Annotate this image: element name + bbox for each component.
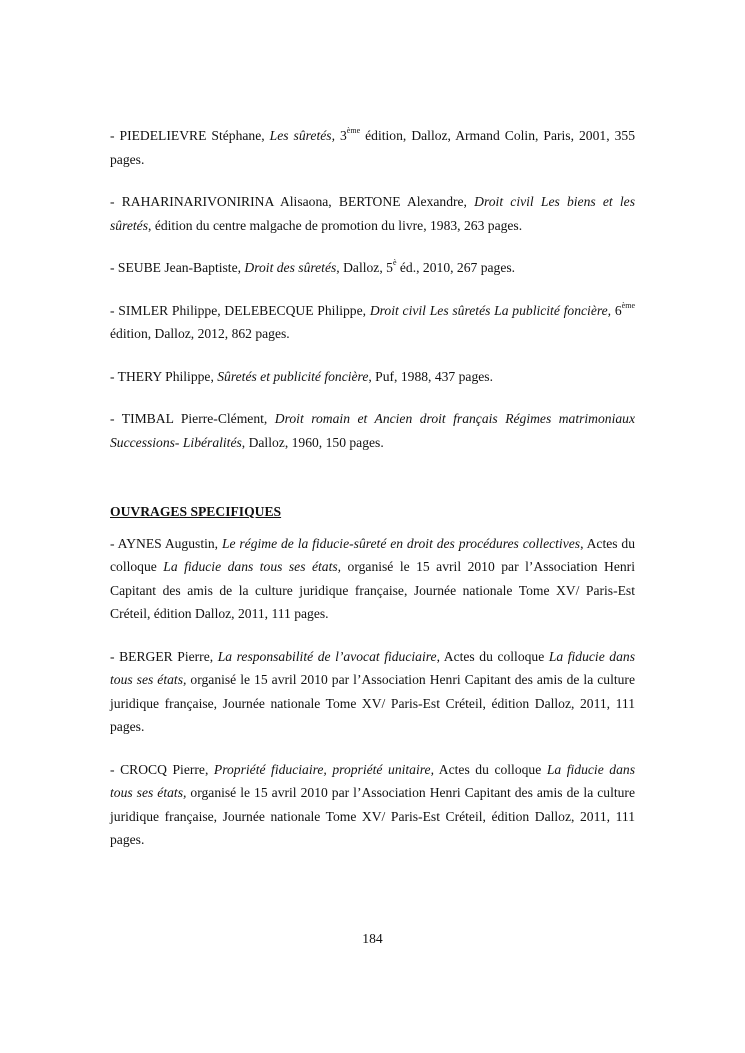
- bibliography-entry-raharinarivonirina: [110, 190, 635, 237]
- entry-edition: 6: [611, 302, 622, 318]
- bibliography-entry-aynes: [110, 532, 635, 626]
- entry-author: - THERY Philippe,: [110, 368, 218, 384]
- entry-colloquium-title: La fiducie dans tous ses états,: [163, 559, 342, 574]
- entry-title: Droit civil Les biens et les sûretés: [110, 194, 635, 233]
- entry-edition-suffix: ème: [621, 300, 635, 310]
- entry-publication-info: éd., 2010, 267 pages.: [396, 260, 516, 275]
- entry-title: Les sûretés,: [269, 128, 335, 143]
- bibliography-entry-simler: [110, 299, 635, 346]
- entry-colloquium-title: La fiducie dans tous ses états,: [110, 648, 635, 687]
- bibliography-page: [110, 124, 635, 852]
- bibliography-entry-seube: [110, 256, 635, 280]
- entry-publication-info: organisé le 15 avril 2010 par l’Association Henri Capitant des amis de la culture juridique française, Journée nationale Tome XV/ Paris-Est Créteil, édition Dalloz, 2011, 111 pages.: [110, 672, 635, 734]
- bibliography-entry-crocq: [110, 758, 635, 852]
- section-heading: OUVRAGES SPECIFIQUES: [110, 504, 282, 519]
- entry-author: - SEUBE Jean-Baptiste,: [110, 260, 245, 275]
- entry-author: - SIMLER Philippe, DELEBECQUE Philippe,: [110, 302, 370, 318]
- entry-edition: , Dalloz, 5: [336, 260, 393, 275]
- entry-publication-info: , Puf, 1988, 437 pages.: [368, 368, 493, 384]
- entry-title: Droit civil Les sûretés La publicité foncière,: [369, 302, 612, 318]
- entry-author: - PIEDELIEVRE Stéphane,: [110, 128, 270, 143]
- entry-publication-info: organisé le 15 avril 2010 par l’Association Henri Capitant des amis de la culture juridique française, Journée nationale Tome XV/ Paris-Est Créteil, édition Dalloz, 2011, 111 pages.: [110, 785, 635, 847]
- entry-edition-suffix: ème: [346, 126, 361, 136]
- entry-edition: 3: [334, 128, 347, 143]
- entry-title: Propriété fiduciaire, propriété unitaire,: [213, 761, 434, 777]
- entry-source-prefix: Actes du colloque: [433, 761, 547, 777]
- entry-publication-info: édition, Dalloz, 2012, 862 pages.: [110, 326, 290, 341]
- entry-publication-info: , Dalloz, 1960, 150 pages.: [241, 434, 384, 450]
- entry-title: Sûretés et publicité foncière: [217, 368, 369, 384]
- bibliography-entry-berger: [110, 645, 635, 739]
- bibliography-entry-thery: [110, 365, 635, 389]
- entry-title: La responsabilité de l’avocat fiduciaire: [217, 648, 437, 664]
- entry-author: - CROCQ Pierre,: [110, 761, 214, 777]
- entry-publication-info: , édition du centre malgache de promotion du livre, 1983, 263 pages.: [148, 217, 523, 233]
- page-number: 184: [362, 931, 383, 946]
- bibliography-entry-timbal: [110, 407, 635, 454]
- entry-source-prefix: , Actes du colloque: [436, 648, 549, 664]
- entry-colloquium-title: La fiducie dans tous ses états,: [110, 761, 635, 800]
- entry-author: - RAHARINARIVONIRINA Alisaona, BERTONE Alexandre,: [110, 194, 475, 209]
- entry-title: Le régime de la fiducie-sûreté en droit des procédures collectives: [221, 535, 581, 551]
- entry-publication-info: édition, Dalloz, Armand Colin, Paris, 2001, 355 pages.: [110, 128, 636, 167]
- entry-title: Droit des sûretés: [244, 260, 337, 275]
- entry-author: - TIMBAL Pierre-Clément,: [110, 411, 275, 426]
- entry-edition-suffix: è: [392, 258, 397, 268]
- entry-publication-info: organisé le 15 avril 2010 par l’Association Henri Capitant des amis de la culture juridique française, Journée nationale Tome XV/ Paris-Est Créteil, édition Dalloz, 2011, 111 pages.: [110, 559, 635, 621]
- entry-title: Droit romain et Ancien droit français Régimes matrimoniaux Successions- Libéralités: [110, 411, 635, 450]
- bibliography-entry-piedelievre: [110, 124, 635, 171]
- entry-author: - AYNES Augustin,: [110, 535, 222, 551]
- entry-source-prefix: , Actes du colloque: [110, 535, 635, 574]
- entry-author: - BERGER Pierre,: [110, 648, 218, 664]
